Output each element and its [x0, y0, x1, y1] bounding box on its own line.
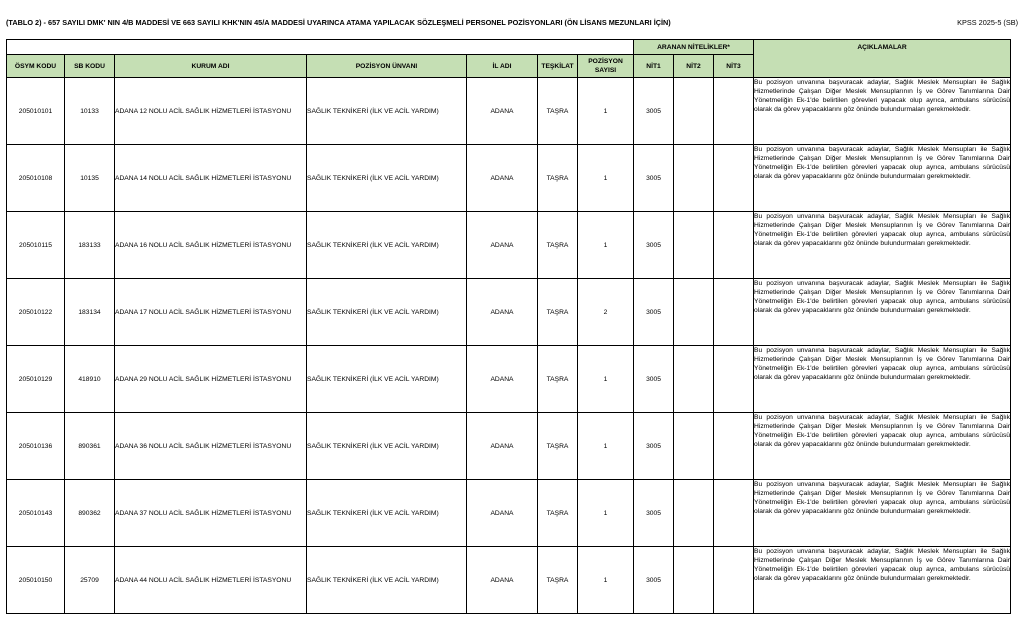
nit2-header: NİT2	[674, 55, 714, 78]
osym-kodu-cell: 205010129	[7, 346, 65, 413]
sb-kodu-cell: 10135	[65, 145, 115, 212]
il-adi-cell: ADANA	[467, 346, 538, 413]
nit1-cell: 3005	[634, 346, 674, 413]
il-adi-cell: ADANA	[467, 480, 538, 547]
nit2-cell	[674, 78, 714, 145]
aciklama-cell: Bu pozisyon unvanına başvuracak adaylar, Sağlık Meslek Mensupları ile Sağlık Hizmetlerinde Çalışan Diğer Meslek Mensuplarının İş ve Görev Tanımlarına Dair Yönetmeliğin Ek-1'de belirtilen görevleri yapacak olup ayrıca, ambulans sürücüsü olarak da görev yapacaklarını göz önünde bulundurmaları gerekmektedir.	[754, 413, 1011, 480]
sb-kodu-cell: 890362	[65, 480, 115, 547]
nit3-cell	[714, 480, 754, 547]
pozisyon-sayisi-cell: 1	[578, 413, 634, 480]
kurum-adi-cell: ADANA 44 NOLU ACİL SAĞLIK HİZMETLERİ İSTASYONU	[115, 547, 307, 614]
kurum-adi-cell: ADANA 36 NOLU ACİL SAĞLIK HİZMETLERİ İSTASYONU	[115, 413, 307, 480]
document-title: (TABLO 2) - 657 SAYILI DMK' NIN 4/B MADDESİ VE 663 SAYILI KHK'NIN 45/A MADDESİ UYARINCA ATAMA YAPILACAK SÖZLEŞMELİ PERSONEL POZİSYONLARI (ÖN LİSANS MEZUNLARI İÇİN)	[6, 18, 671, 27]
pozisyon-sayisi-cell: 1	[578, 547, 634, 614]
table-row	[7, 212, 1011, 279]
nit1-cell: 3005	[634, 145, 674, 212]
teskilat-cell: TAŞRA	[538, 279, 578, 346]
positions-table	[6, 39, 1011, 614]
nit1-header: NİT1	[634, 55, 674, 78]
kurum-adi-cell: ADANA 29 NOLU ACİL SAĞLIK HİZMETLERİ İSTASYONU	[115, 346, 307, 413]
nit1-cell: 3005	[634, 212, 674, 279]
aciklama-cell: Bu pozisyon unvanına başvuracak adaylar, Sağlık Meslek Mensupları ile Sağlık Hizmetlerinde Çalışan Diğer Meslek Mensuplarının İş ve Görev Tanımlarına Dair Yönetmeliğin Ek-1'de belirtilen görevleri yapacak olup ayrıca, ambulans sürücüsü olarak da görev yapacaklarını göz önünde bulundurmaları gerekmektedir.	[754, 78, 1011, 145]
teskilat-cell: TAŞRA	[538, 346, 578, 413]
pozisyon-sayisi-cell: 1	[578, 212, 634, 279]
aciklamalar-header: AÇIKLAMALAR	[754, 40, 1011, 78]
nit1-cell: 3005	[634, 413, 674, 480]
nit3-cell	[714, 547, 754, 614]
aciklama-cell: Bu pozisyon unvanına başvuracak adaylar, Sağlık Meslek Mensupları ile Sağlık Hizmetlerinde Çalışan Diğer Meslek Mensuplarının İş ve Görev Tanımlarına Dair Yönetmeliğin Ek-1'de belirtilen görevleri yapacak olup ayrıca, ambulans sürücüsü olarak da görev yapacaklarını göz önünde bulundurmaları gerekmektedir.	[754, 145, 1011, 212]
kurum-adi-header: KURUM ADI	[115, 55, 307, 78]
osym-kodu-cell: 205010136	[7, 413, 65, 480]
teskilat-cell: TAŞRA	[538, 145, 578, 212]
nit3-cell	[714, 145, 754, 212]
pozisyon-unvani-cell: SAĞLIK TEKNİKERİ (İLK VE ACİL YARDIM)	[307, 279, 467, 346]
nit3-cell	[714, 279, 754, 346]
teskilat-cell: TAŞRA	[538, 212, 578, 279]
sb-kodu-cell: 890361	[65, 413, 115, 480]
pozisyon-unvani-cell: SAĞLIK TEKNİKERİ (İLK VE ACİL YARDIM)	[307, 547, 467, 614]
sb-kodu-cell: 10133	[65, 78, 115, 145]
osym-kodu-cell: 205010150	[7, 547, 65, 614]
nit2-cell	[674, 413, 714, 480]
teskilat-header: TEŞKİLAT	[538, 55, 578, 78]
pozisyon-unvani-cell: SAĞLIK TEKNİKERİ (İLK VE ACİL YARDIM)	[307, 480, 467, 547]
nit3-cell	[714, 346, 754, 413]
pozisyon-unvani-cell: SAĞLIK TEKNİKERİ (İLK VE ACİL YARDIM)	[307, 413, 467, 480]
il-adi-cell: ADANA	[467, 279, 538, 346]
nit3-header: NİT3	[714, 55, 754, 78]
table-row	[7, 346, 1011, 413]
sb-kodu-cell: 183133	[65, 212, 115, 279]
nit2-cell	[674, 145, 714, 212]
pozisyon-sayisi-cell: 1	[578, 78, 634, 145]
pozisyon-unvani-cell: SAĞLIK TEKNİKERİ (İLK VE ACİL YARDIM)	[307, 346, 467, 413]
il-adi-cell: ADANA	[467, 145, 538, 212]
table-row	[7, 480, 1011, 547]
nit1-cell: 3005	[634, 78, 674, 145]
osym-kodu-cell: 205010108	[7, 145, 65, 212]
table-row	[7, 279, 1011, 346]
pozisyon-sayisi-header: POZİSYON SAYISI	[578, 55, 634, 78]
pozisyon-unvani-cell: SAĞLIK TEKNİKERİ (İLK VE ACİL YARDIM)	[307, 212, 467, 279]
nit1-cell: 3005	[634, 480, 674, 547]
osym-kodu-cell: 205010101	[7, 78, 65, 145]
nit1-cell: 3005	[634, 547, 674, 614]
teskilat-cell: TAŞRA	[538, 480, 578, 547]
osym-kodu-cell: 205010115	[7, 212, 65, 279]
osym-kodu-cell: 205010143	[7, 480, 65, 547]
osym-kodu-cell: 205010122	[7, 279, 65, 346]
nit2-cell	[674, 346, 714, 413]
aciklama-cell: Bu pozisyon unvanına başvuracak adaylar, Sağlık Meslek Mensupları ile Sağlık Hizmetlerinde Çalışan Diğer Meslek Mensuplarının İş ve Görev Tanımlarına Dair Yönetmeliğin Ek-1'de belirtilen görevleri yapacak olup ayrıca, ambulans sürücüsü olarak da görev yapacaklarını göz önünde bulundurmaları gerekmektedir.	[754, 547, 1011, 614]
il-adi-cell: ADANA	[467, 212, 538, 279]
il-adi-header: İL ADI	[467, 55, 538, 78]
nit2-cell	[674, 547, 714, 614]
exam-code: KPSS 2025-5 (SB)	[957, 18, 1018, 27]
teskilat-cell: TAŞRA	[538, 413, 578, 480]
nit2-cell	[674, 212, 714, 279]
table-row	[7, 78, 1011, 145]
sb-kodu-cell: 25709	[65, 547, 115, 614]
document-header	[6, 17, 1018, 29]
kurum-adi-cell: ADANA 14 NOLU ACİL SAĞLIK HİZMETLERİ İSTASYONU	[115, 145, 307, 212]
pozisyon-sayisi-cell: 1	[578, 346, 634, 413]
nit3-cell	[714, 212, 754, 279]
il-adi-cell: ADANA	[467, 547, 538, 614]
pozisyon-sayisi-cell: 1	[578, 145, 634, 212]
pozisyon-unvani-header: POZİSYON ÜNVANI	[307, 55, 467, 78]
pozisyon-unvani-cell: SAĞLIK TEKNİKERİ (İLK VE ACİL YARDIM)	[307, 145, 467, 212]
pozisyon-sayisi-cell: 1	[578, 480, 634, 547]
teskilat-cell: TAŞRA	[538, 547, 578, 614]
il-adi-cell: ADANA	[467, 78, 538, 145]
pozisyon-sayisi-cell: 2	[578, 279, 634, 346]
table-row	[7, 547, 1011, 614]
kurum-adi-cell: ADANA 37 NOLU ACİL SAĞLIK HİZMETLERİ İSTASYONU	[115, 480, 307, 547]
sb-kodu-header: SB KODU	[65, 55, 115, 78]
nit2-cell	[674, 480, 714, 547]
nit2-cell	[674, 279, 714, 346]
aranan-nitelikler-header: ARANAN NİTELİKLER*	[634, 40, 754, 55]
il-adi-cell: ADANA	[467, 413, 538, 480]
sb-kodu-cell: 418910	[65, 346, 115, 413]
header-spacer	[7, 40, 634, 55]
kurum-adi-cell: ADANA 12 NOLU ACİL SAĞLIK HİZMETLERİ İSTASYONU	[115, 78, 307, 145]
nit3-cell	[714, 78, 754, 145]
sb-kodu-cell: 183134	[65, 279, 115, 346]
aciklama-cell: Bu pozisyon unvanına başvuracak adaylar, Sağlık Meslek Mensupları ile Sağlık Hizmetlerinde Çalışan Diğer Meslek Mensuplarının İş ve Görev Tanımlarına Dair Yönetmeliğin Ek-1'de belirtilen görevleri yapacak olup ayrıca, ambulans sürücüsü olarak da görev yapacaklarını göz önünde bulundurmaları gerekmektedir.	[754, 279, 1011, 346]
aciklama-cell: Bu pozisyon unvanına başvuracak adaylar, Sağlık Meslek Mensupları ile Sağlık Hizmetlerinde Çalışan Diğer Meslek Mensuplarının İş ve Görev Tanımlarına Dair Yönetmeliğin Ek-1'de belirtilen görevleri yapacak olup ayrıca, ambulans sürücüsü olarak da görev yapacaklarını göz önünde bulundurmaları gerekmektedir.	[754, 212, 1011, 279]
kurum-adi-cell: ADANA 16 NOLU ACİL SAĞLIK HİZMETLERİ İSTASYONU	[115, 212, 307, 279]
nit3-cell	[714, 413, 754, 480]
nit1-cell: 3005	[634, 279, 674, 346]
kurum-adi-cell: ADANA 17 NOLU ACİL SAĞLIK HİZMETLERİ İSTASYONU	[115, 279, 307, 346]
table-row	[7, 413, 1011, 480]
osym-kodu-header: ÖSYM KODU	[7, 55, 65, 78]
table-row	[7, 145, 1011, 212]
teskilat-cell: TAŞRA	[538, 78, 578, 145]
aciklama-cell: Bu pozisyon unvanına başvuracak adaylar, Sağlık Meslek Mensupları ile Sağlık Hizmetlerinde Çalışan Diğer Meslek Mensuplarının İş ve Görev Tanımlarına Dair Yönetmeliğin Ek-1'de belirtilen görevleri yapacak olup ayrıca, ambulans sürücüsü olarak da görev yapacaklarını göz önünde bulundurmaları gerekmektedir.	[754, 480, 1011, 547]
aciklama-cell: Bu pozisyon unvanına başvuracak adaylar, Sağlık Meslek Mensupları ile Sağlık Hizmetlerinde Çalışan Diğer Meslek Mensuplarının İş ve Görev Tanımlarına Dair Yönetmeliğin Ek-1'de belirtilen görevleri yapacak olup ayrıca, ambulans sürücüsü olarak da görev yapacaklarını göz önünde bulundurmaları gerekmektedir.	[754, 346, 1011, 413]
pozisyon-unvani-cell: SAĞLIK TEKNİKERİ (İLK VE ACİL YARDIM)	[307, 78, 467, 145]
